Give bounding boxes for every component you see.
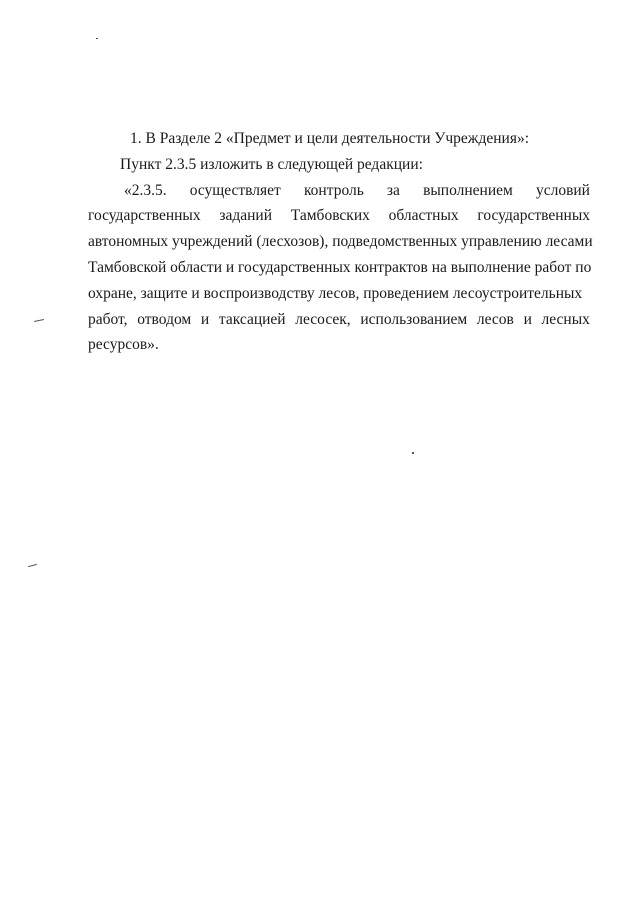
word: выполнением xyxy=(423,181,513,199)
document-body xyxy=(88,126,593,358)
paragraph-line-1 xyxy=(88,178,590,204)
word: отводом xyxy=(137,310,192,328)
paragraph-line-2 xyxy=(88,203,590,229)
word: использованием xyxy=(360,310,468,328)
word: государственных xyxy=(88,207,201,225)
scan-mark-center xyxy=(412,452,414,454)
word: государственных xyxy=(477,207,590,225)
word: и xyxy=(523,310,532,328)
instruction-line: Пункт 2.3.5 изложить в следующей редакции: xyxy=(120,155,423,173)
word: работ, xyxy=(88,310,128,328)
word: областных xyxy=(388,207,459,225)
section-heading: 1. В Разделе 2 «Предмет и цели деятельности Учреждения»: xyxy=(130,130,530,147)
word: Тамбовских xyxy=(290,207,370,225)
word: осуществляет xyxy=(189,181,281,199)
scan-mark-top xyxy=(96,38,98,39)
word: таксацией xyxy=(218,310,286,328)
paragraph-line-5: охране, защите и воспроизводству лесов, проведением лесоустроительных xyxy=(88,284,583,302)
word: заданий xyxy=(219,207,273,225)
word: и xyxy=(200,310,210,328)
word: лесов xyxy=(476,310,514,328)
word: условий xyxy=(535,181,590,199)
word: «2.3.5. xyxy=(124,181,167,199)
word: контроль xyxy=(303,181,364,199)
scan-mark-left-2 xyxy=(28,564,37,567)
word: лесных xyxy=(541,310,590,328)
word: за xyxy=(386,181,400,199)
word: лесосек, xyxy=(295,310,351,328)
paragraph-line-3: автономных учреждений (лесхозов), подведомственных управлению лесами xyxy=(88,233,593,251)
paragraph-line-6 xyxy=(88,307,590,333)
paragraph-line-4: Тамбовской области и государственных контрактов на выполнение работ по xyxy=(88,258,592,276)
scan-mark-left-1 xyxy=(34,319,44,322)
paragraph-line-7: ресурсов». xyxy=(88,336,159,354)
